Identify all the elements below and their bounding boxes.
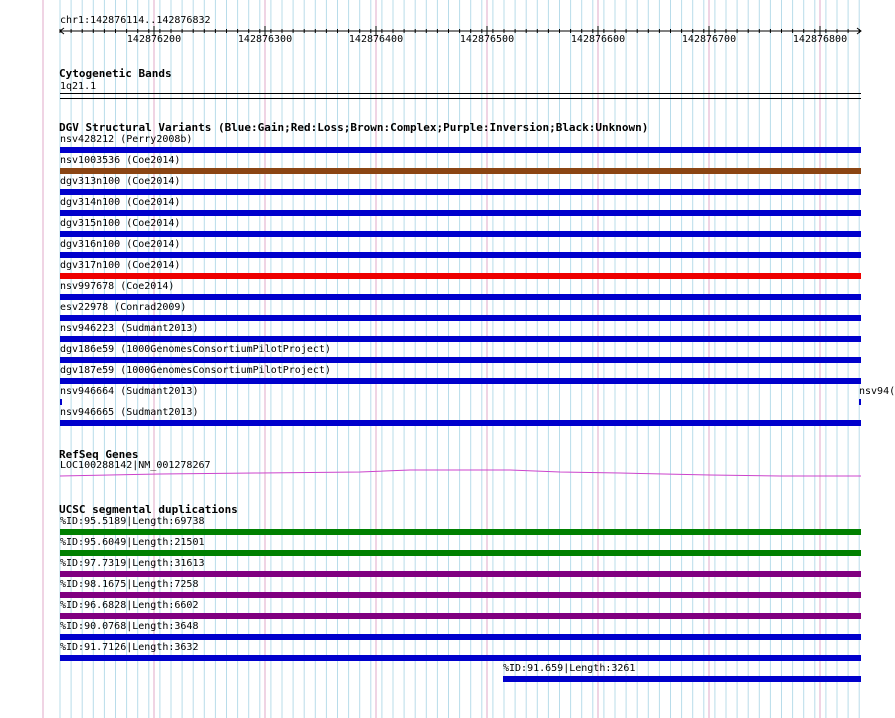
feature-label: dgv315n100 (Coe2014) [60,218,181,229]
feature-bar[interactable] [60,231,861,237]
feature-bar[interactable] [60,294,861,300]
feature-label: nsv997678 (Coe2014) [60,281,175,292]
feature-label: dgv186e59 (1000GenomesConsortiumPilotProject) [60,344,331,355]
feature-label: %ID:98.1675|Length:7258 [60,579,199,590]
feature-label: %ID:90.0768|Length:3648 [60,621,199,632]
feature-bar[interactable] [60,210,861,216]
gene-label[interactable]: LOC100288142|NM_001278267 [60,460,211,471]
feature-label: nsv946223 (Sudmant2013) [60,323,199,334]
feature-label-right: nsv94( [859,386,895,397]
feature-label: %ID:95.6049|Length:21501 [60,537,205,548]
feature-bar[interactable] [60,529,861,535]
feature-label: dgv316n100 (Coe2014) [60,239,181,250]
track-title: RefSeq Genes [59,448,139,461]
ruler-tick-label: 142876200 [126,34,182,45]
feature-bar[interactable] [60,273,861,279]
feature-bar[interactable] [60,252,861,258]
feature-label: esv22978 (Conrad2009) [60,302,187,313]
feature-bar[interactable] [60,655,861,661]
feature-label: nsv1003536 (Coe2014) [60,155,181,166]
feature-bar-fragment[interactable] [859,399,861,405]
feature-bar[interactable] [60,613,861,619]
feature-label: nsv946664 (Sudmant2013) [60,386,199,397]
track-title: UCSC segmental duplications [59,503,238,516]
feature-bar[interactable] [60,592,861,598]
feature-label: dgv317n100 (Coe2014) [60,260,181,271]
feature-bar[interactable] [60,315,861,321]
ruler-tick-label: 142876400 [348,34,404,45]
cytoband-line-top [60,93,861,94]
feature-label: dgv314n100 (Coe2014) [60,197,181,208]
feature-bar[interactable] [60,336,861,342]
feature-bar[interactable] [60,634,861,640]
feature-bar[interactable] [60,189,861,195]
feature-label: %ID:97.7319|Length:31613 [60,558,205,569]
gene-model[interactable] [60,468,862,480]
feature-bar[interactable] [60,357,861,363]
track-title: Cytogenetic Bands [59,67,172,80]
feature-label: nsv428212 (Perry2008b) [60,134,193,145]
ruler-tick-label: 142876600 [570,34,626,45]
feature-label: dgv187e59 (1000GenomesConsortiumPilotProject) [60,365,331,376]
feature-bar[interactable] [60,571,861,577]
feature-bar[interactable] [60,168,861,174]
ruler-tick-label: 142876500 [459,34,515,45]
cytoband-line-bottom [60,98,861,99]
ruler-tick-label: 142876800 [792,34,848,45]
feature-label: dgv313n100 (Coe2014) [60,176,181,187]
feature-bar-fragment[interactable] [60,399,62,405]
feature-bar[interactable] [503,676,861,682]
feature-label: %ID:95.5189|Length:69738 [60,516,205,527]
feature-bar[interactable] [60,147,861,153]
ruler-tick-label: 142876300 [237,34,293,45]
track-title: DGV Structural Variants (Blue:Gain;Red:Loss;Brown:Complex;Purple:Inversion;Black:Unknown) [59,121,649,134]
feature-bar[interactable] [60,420,861,426]
feature-bar[interactable] [60,550,861,556]
cytoband-label[interactable]: 1q21.1 [60,81,97,92]
ruler-tick-label: 142876700 [681,34,737,45]
feature-bar[interactable] [60,378,861,384]
feature-label: nsv946665 (Sudmant2013) [60,407,199,418]
feature-label: %ID:91.7126|Length:3632 [60,642,199,653]
feature-label: %ID:96.6828|Length:6602 [60,600,199,611]
feature-label: %ID:91.659|Length:3261 [503,663,636,674]
region-coordinates: chr1:142876114..142876832 [60,15,211,26]
